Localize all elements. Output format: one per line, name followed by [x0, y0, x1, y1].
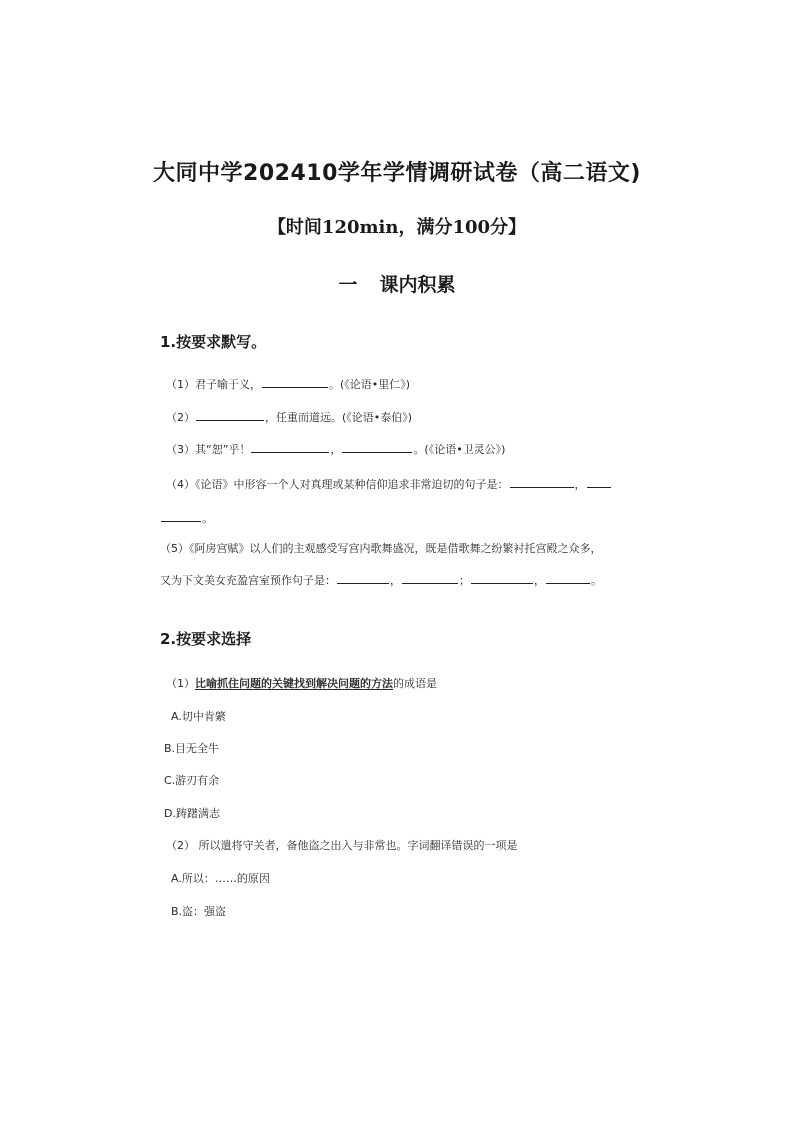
item-text: 其“恕”乎！ [195, 443, 251, 456]
q1-item-3 [166, 441, 505, 457]
fill-blank[interactable] [337, 573, 389, 584]
item-separator: ， [574, 478, 586, 491]
q1-item-4 [166, 476, 612, 492]
item-number: （1） [166, 677, 195, 690]
section-number: 一 [338, 274, 358, 296]
exam-subtitle: 【时间120min，满分100分】 [267, 217, 527, 238]
q1-item-1 [166, 376, 410, 392]
fill-blank[interactable] [587, 477, 611, 488]
item-number: （2） [166, 411, 195, 424]
question-2-heading: 2.按要求选择 [160, 630, 252, 648]
item-separator: ； [459, 574, 470, 587]
item-text: 《论语》中形容一个人对真理或某种信仰追求非常迫切的句子是： [195, 478, 509, 491]
q2-sub-1-option-b[interactable]: B.目无全牛 [164, 742, 220, 755]
section-heading [0, 270, 794, 297]
fill-blank[interactable] [251, 442, 329, 453]
item-end: 。 [591, 574, 602, 587]
q2-sub-1-option-a[interactable]: A.切中肯綮 [171, 710, 226, 723]
section-title: 课内积累 [379, 274, 456, 296]
fill-blank[interactable] [342, 442, 412, 453]
q2-sub-2-stem: （2） 所以遣将守关者，备他盗之出入与非常也。字词翻译错误的一项是 [166, 839, 518, 852]
fill-blank[interactable] [546, 573, 590, 584]
fill-blank[interactable] [196, 410, 264, 421]
emphasized-phrase: 比喻抓住问题的关键找到解决问题的方法 [195, 677, 393, 690]
item-number: （3） [166, 443, 195, 456]
item-source: ，任重而道远。(《论语•泰伯》) [265, 411, 413, 424]
item-number: （4） [166, 478, 195, 491]
item-separator: ， [390, 574, 401, 587]
item-text: 的成语是 [393, 677, 437, 690]
q2-sub-1-option-d[interactable]: D.踌躇满志 [164, 807, 220, 820]
item-end: 。 [202, 512, 213, 525]
fill-blank[interactable] [262, 377, 328, 388]
item-text: 又为下文美女充盈宫室预作句子是： [160, 574, 336, 587]
exam-title: 大同中学202410学年学情调研试卷（高二语文) [153, 161, 641, 186]
item-source: 。(《论语•里仁》) [329, 378, 411, 391]
question-1-heading: 1.按要求默写。 [160, 333, 267, 351]
q2-sub-2-option-a[interactable]: A.所以：……的原因 [171, 872, 270, 885]
q1-item-2 [166, 409, 412, 425]
item-text: 君子喻于义， [195, 378, 261, 391]
q1-item-4-continued [160, 510, 213, 526]
q2-sub-1-stem [166, 675, 437, 691]
fill-blank[interactable] [471, 573, 533, 584]
q2-sub-2-option-b[interactable]: B.盗：强盗 [171, 905, 227, 918]
fill-blank[interactable] [161, 511, 201, 522]
item-source: 。(《论语•卫灵公》) [413, 443, 506, 456]
item-separator: ， [534, 574, 545, 587]
item-number: （1） [166, 378, 195, 391]
item-separator: ， [330, 443, 342, 456]
q2-sub-1-option-c[interactable]: C.游刃有余 [164, 774, 220, 787]
q1-item-5-line2 [160, 572, 602, 588]
fill-blank[interactable] [402, 573, 458, 584]
fill-blank[interactable] [510, 477, 574, 488]
q1-item-5-line1: （5）《阿房宫赋》以人们的主观感受写宫内歌舞盛况，既是借歌舞之纷繁衬托宫殿之众多， [160, 542, 602, 555]
